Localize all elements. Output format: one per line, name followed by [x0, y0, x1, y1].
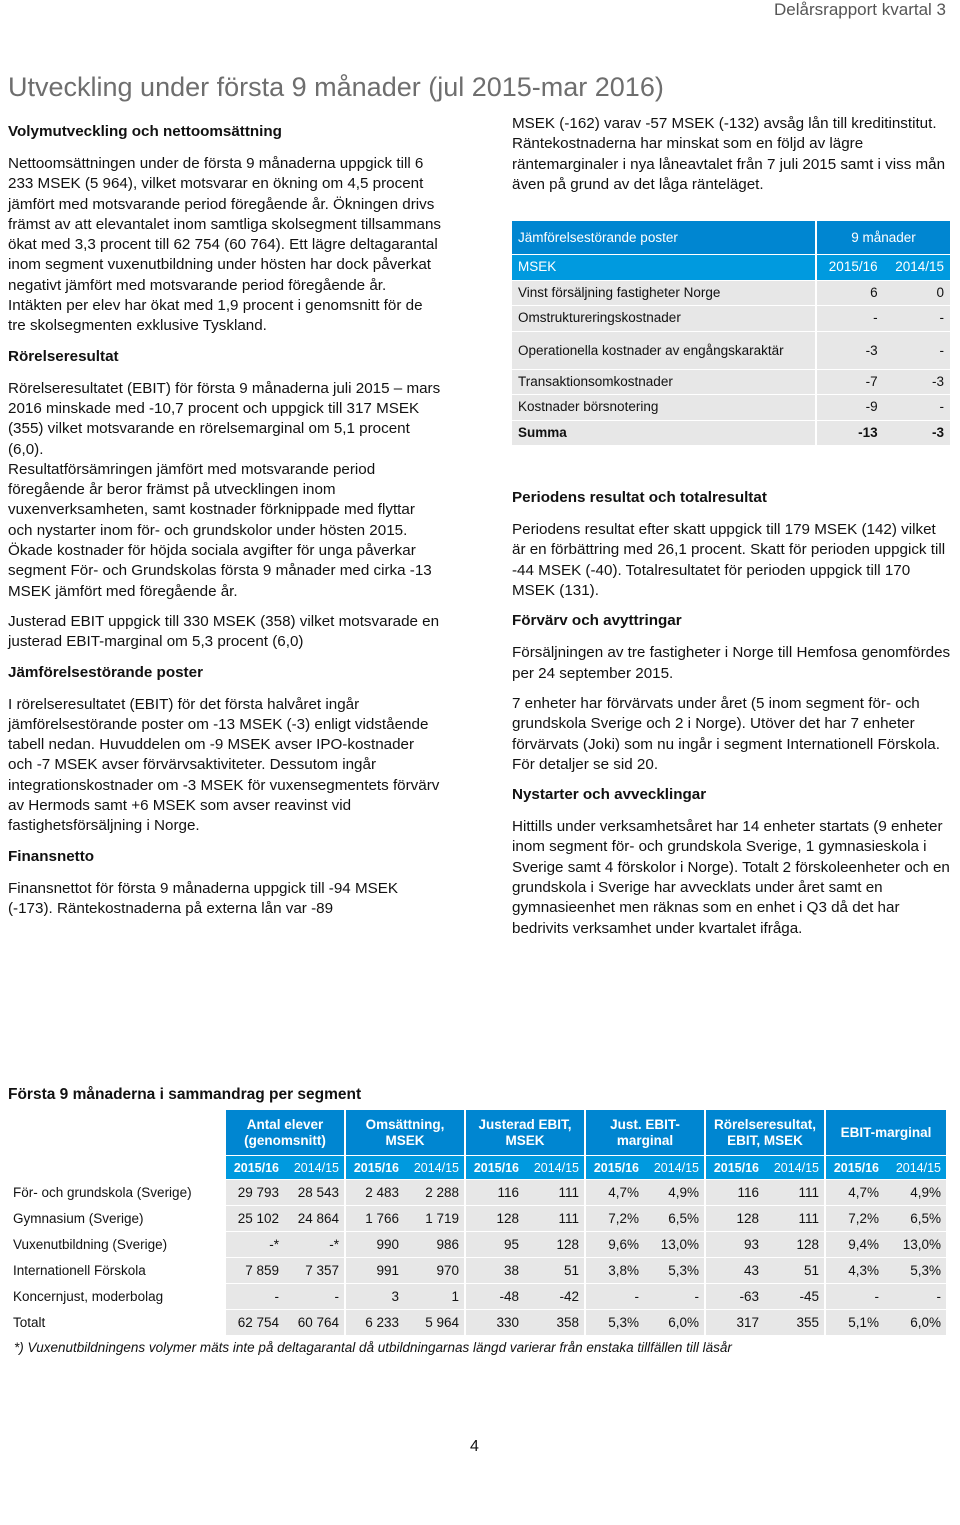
- cell: -13: [815, 421, 884, 447]
- cell: -: [584, 1284, 644, 1310]
- cell: 4,7%: [824, 1180, 884, 1206]
- cell: 128: [524, 1232, 584, 1258]
- table-row: [512, 332, 950, 370]
- table-row: [8, 1310, 946, 1336]
- cell: 358: [524, 1310, 584, 1336]
- table-row: [512, 395, 950, 421]
- group-header: Antal elever (genomsnitt): [224, 1110, 344, 1156]
- table-header: 2015/16: [815, 255, 884, 281]
- cell: 128: [764, 1232, 824, 1258]
- segment-summary-table: [8, 1110, 946, 1336]
- row-label: Kostnader börsnotering: [512, 395, 815, 421]
- cell: 317: [704, 1310, 764, 1336]
- table-row: [8, 1206, 946, 1232]
- cell: -: [884, 332, 950, 370]
- paragraph: Försäljningen av tre fastigheter i Norge till Hemfosa genomfördes per 24 september 2015.: [512, 644, 951, 682]
- cell: -: [644, 1284, 704, 1310]
- cell: 43: [704, 1258, 764, 1284]
- cell: 6,5%: [884, 1206, 946, 1232]
- paragraph: MSEK (-162) varav -57 MSEK (-132) avsåg lån till kreditinstitut. Räntekostnaderna har minskat som en följd av lägre räntemarginaler i nya låneavtalet från 7 juli 2015 samt i viss mån även på grund av det låga ränteläget.: [512, 115, 946, 193]
- heading-finance-net: Finansnetto: [8, 847, 95, 865]
- paragraph: Hittills under verksamhetsåret har 14 enheter startats (9 enheter inom segment för- och grundskola Sverige, 1 gymnasieskola i Sverige samt 4 förskolor i Norge). Totalt 2 förskoleenheter och en grundskola i Sverige har avvecklats under året samt en gymnasieenhet men räknas som en enhet i Q3 då det har bedrivits verksamhet under kvartalet ifråga.: [512, 818, 950, 937]
- year-header: 2015/16: [584, 1156, 644, 1180]
- cell: 6,5%: [644, 1206, 704, 1232]
- report-header: Delårsrapport kvartal 3: [774, 0, 946, 19]
- cell: -: [884, 306, 950, 332]
- cell: -3: [884, 421, 950, 447]
- group-header: EBIT-marginal: [824, 1110, 946, 1156]
- cell: 111: [524, 1206, 584, 1232]
- right-column: [512, 114, 952, 949]
- table-row: [8, 1232, 946, 1258]
- cell: 5,3%: [644, 1258, 704, 1284]
- segment-table-title: Första 9 månaderna i sammandrag per segment: [8, 1086, 362, 1103]
- table-row: [512, 370, 950, 396]
- table-row: [8, 1258, 946, 1284]
- cell: 51: [524, 1258, 584, 1284]
- cell: 111: [764, 1206, 824, 1232]
- cell: 4,7%: [584, 1180, 644, 1206]
- cell: 51: [764, 1258, 824, 1284]
- group-header: Justerad EBIT, MSEK: [464, 1110, 584, 1156]
- group-header: Just. EBIT-marginal: [584, 1110, 704, 1156]
- paragraph: Nettoomsättningen under de första 9 månaderna uppgick till 6 233 MSEK (5 964), vilket motsvarar en ökning om 4,5 procent jämfört med motsvarande period föregående år. Ökningen drivs främst av att elevantalet inom samtliga skolsegment tillsammans ökat med 3,3 procent till 62 754 (60 764). Ett lägre deltagarantal inom segment vuxenutbildning under hösten har dock påverkat negativt jämfört med motsvarande period föregående år. Intäkten per elev har ökat med 1,9 procent i genomsnitt för de tre skolsegmenten exklusive Tyskland.: [8, 155, 442, 335]
- cell: 1 766: [344, 1206, 404, 1232]
- cell: 116: [704, 1180, 764, 1206]
- page-number: 4: [470, 1438, 479, 1455]
- cell: 62 754: [224, 1310, 284, 1336]
- heading-startups: Nystarter och avvecklingar: [512, 786, 707, 804]
- row-label: Transaktionsomkostnader: [512, 370, 815, 396]
- blank-cell: [8, 1110, 224, 1156]
- row-label: Gymnasium (Sverige): [8, 1206, 224, 1232]
- cell: -*: [284, 1232, 344, 1258]
- heading-comparison-items: Jämförelsestörande poster: [8, 663, 203, 681]
- year-header: 2015/16: [824, 1156, 884, 1180]
- year-header: 2014/15: [884, 1156, 946, 1180]
- cell: 13,0%: [884, 1232, 946, 1258]
- cell: 111: [764, 1180, 824, 1206]
- cell: 7 357: [284, 1258, 344, 1284]
- table-header: 9 månader: [815, 221, 950, 255]
- cell: 38: [464, 1258, 524, 1284]
- footnote: *) Vuxenutbildningens volymer mäts inte på deltagarantal då utbildningarnas längd varierar från enstaka tillfällen till läsår: [14, 1340, 732, 1355]
- cell: 13,0%: [644, 1232, 704, 1258]
- cell: 1 719: [404, 1206, 464, 1232]
- paragraph: 7 enheter har förvärvats under året (5 inom segment för- och grundskola Sverige och 2 i Norge). Utöver det har 7 enheter förvärvats (Joki) som nu ingår i segment Internationell Förskola. För detaljer se sid 20.: [512, 694, 940, 773]
- year-header: 2014/15: [644, 1156, 704, 1180]
- cell: 25 102: [224, 1206, 284, 1232]
- comparison-items-table: [512, 221, 950, 446]
- cell: -: [815, 306, 884, 332]
- paragraph: Rörelseresultatet (EBIT) för första 9 månaderna juli 2015 – mars 2016 minskade med -10,7 procent och uppgick till 317 MSEK (355) vilket motsvarande en rörelsemarginal om 5,1 procent (6,0).: [8, 379, 441, 458]
- table-row: [8, 1180, 946, 1206]
- cell: -48: [464, 1284, 524, 1310]
- cell: 991: [344, 1258, 404, 1284]
- table-row: [512, 281, 950, 307]
- cell: 116: [464, 1180, 524, 1206]
- cell: 128: [464, 1206, 524, 1232]
- cell: 111: [524, 1180, 584, 1206]
- paragraph: Periodens resultat efter skatt uppgick till 179 MSEK (142) vilket är en förbättring med 26,1 procent. Skatt för perioden uppgick till -44 MSEK (-40). Totalresultatet för perioden uppgick till 170 MSEK (131).: [512, 521, 946, 600]
- paragraph: Justerad EBIT uppgick till 330 MSEK (358) vilket motsvarade en justerad EBIT-marginal om 5,3 procent (6,0): [8, 612, 440, 651]
- cell: 29 793: [224, 1180, 284, 1206]
- cell: -: [884, 395, 950, 421]
- cell: 5,3%: [884, 1258, 946, 1284]
- cell: -42: [524, 1284, 584, 1310]
- cell: 4,9%: [644, 1180, 704, 1206]
- heading-acquisitions: Förvärv och avyttringar: [512, 612, 682, 630]
- heading-operating-result: Rörelseresultat: [8, 347, 119, 365]
- cell: 6,0%: [644, 1310, 704, 1336]
- cell: 2 483: [344, 1180, 404, 1206]
- cell: -63: [704, 1284, 764, 1310]
- year-header: 2014/15: [524, 1156, 584, 1180]
- cell: 95: [464, 1232, 524, 1258]
- row-label: Vinst försäljning fastigheter Norge: [512, 281, 815, 307]
- row-label: Omstruktureringskostnader: [512, 306, 815, 332]
- cell: 970: [404, 1258, 464, 1284]
- cell: 9,4%: [824, 1232, 884, 1258]
- paragraph: I rörelseresultatet (EBIT) för det första halvåret ingår jämförelsestörande poster om -13 MSEK (-3) enligt vidstående tabell nedan. Huvuddelen om -9 MSEK avser IPO-kostnader och -7 MSEK avser förvärvsaktiviteter. Dessutom ingår integrationskostnader om -3 MSEK för vuxensegmentets förvärv av Hermods samt +6 MSEK som avser reavinst vid fastighetsförsäljning i Norge.: [8, 695, 440, 835]
- year-header: 2015/16: [704, 1156, 764, 1180]
- cell: 7,2%: [584, 1206, 644, 1232]
- cell: 5 964: [404, 1310, 464, 1336]
- blank-cell: [8, 1156, 224, 1180]
- cell: -7: [815, 370, 884, 396]
- cell: 3: [344, 1284, 404, 1310]
- cell: -: [284, 1284, 344, 1310]
- year-header: 2015/16: [224, 1156, 284, 1180]
- cell: 986: [404, 1232, 464, 1258]
- heading-period-result: Periodens resultat och totalresultat: [512, 489, 767, 507]
- cell: 3,8%: [584, 1258, 644, 1284]
- cell: -9: [815, 395, 884, 421]
- row-label: Vuxenutbildning (Sverige): [8, 1232, 224, 1258]
- cell: 990: [344, 1232, 404, 1258]
- cell: 9,6%: [584, 1232, 644, 1258]
- cell: 2 288: [404, 1180, 464, 1206]
- cell: -3: [815, 332, 884, 370]
- row-label: Summa: [512, 421, 815, 447]
- year-header: 2014/15: [764, 1156, 824, 1180]
- table-header: MSEK: [512, 255, 815, 281]
- group-header: Rörelseresultat, EBIT, MSEK: [704, 1110, 824, 1156]
- group-header: Omsättning, MSEK: [344, 1110, 464, 1156]
- cell: 0: [884, 281, 950, 307]
- table-header: Jämförelsestörande poster: [512, 221, 815, 255]
- row-label: Koncernjust, moderbolag: [8, 1284, 224, 1310]
- row-label: Internationell Förskola: [8, 1258, 224, 1284]
- cell: 6: [815, 281, 884, 307]
- cell: 330: [464, 1310, 524, 1336]
- cell: -45: [764, 1284, 824, 1310]
- paragraph: Resultatförsämringen jämfört med motsvarande period föregående år beror främst på utvecklingen inom vuxenverksamheten, samt kostnader förknippade med flyttar och nystarter inom för- och grundskolor under hösten 2015. Ökade kostnader för höjda sociala avgifter för unga påverkar segment För- och Grundskolas första 9 månader med cirka -13 MSEK jämfört med föregående år.: [8, 460, 432, 600]
- row-label: Operationella kostnader av engångskaraktär: [512, 332, 815, 370]
- table-row: [512, 306, 950, 332]
- cell: 60 764: [284, 1310, 344, 1336]
- cell: 24 864: [284, 1206, 344, 1232]
- cell: 5,3%: [584, 1310, 644, 1336]
- year-header: 2014/15: [404, 1156, 464, 1180]
- cell: 4,3%: [824, 1258, 884, 1284]
- cell: -*: [224, 1232, 284, 1258]
- cell: 128: [704, 1206, 764, 1232]
- cell: -: [224, 1284, 284, 1310]
- year-header: 2014/15: [284, 1156, 344, 1180]
- left-column: [8, 114, 442, 929]
- cell: 93: [704, 1232, 764, 1258]
- cell: 6,0%: [884, 1310, 946, 1336]
- cell: 28 543: [284, 1180, 344, 1206]
- cell: -: [884, 1284, 946, 1310]
- paragraph: Finansnettot för första 9 månaderna uppgick till -94 MSEK (-173). Räntekostnaderna på externa lån var -89: [8, 879, 399, 917]
- row-label: För- och grundskola (Sverige): [8, 1180, 224, 1206]
- table-header: 2014/15: [884, 255, 950, 281]
- row-label: Totalt: [8, 1310, 224, 1336]
- cell: -: [824, 1284, 884, 1310]
- cell: 4,9%: [884, 1180, 946, 1206]
- cell: 7 859: [224, 1258, 284, 1284]
- table-row: [8, 1284, 946, 1310]
- year-header: 2015/16: [464, 1156, 524, 1180]
- year-header: 2015/16: [344, 1156, 404, 1180]
- cell: 7,2%: [824, 1206, 884, 1232]
- page-title: Utveckling under första 9 månader (jul 2015-mar 2016): [8, 72, 664, 102]
- cell: -3: [884, 370, 950, 396]
- cell: 6 233: [344, 1310, 404, 1336]
- cell: 1: [404, 1284, 464, 1310]
- cell: 5,1%: [824, 1310, 884, 1336]
- cell: 355: [764, 1310, 824, 1336]
- table-row: [512, 421, 950, 447]
- heading-volume: Volymutveckling och nettoomsättning: [8, 123, 282, 140]
